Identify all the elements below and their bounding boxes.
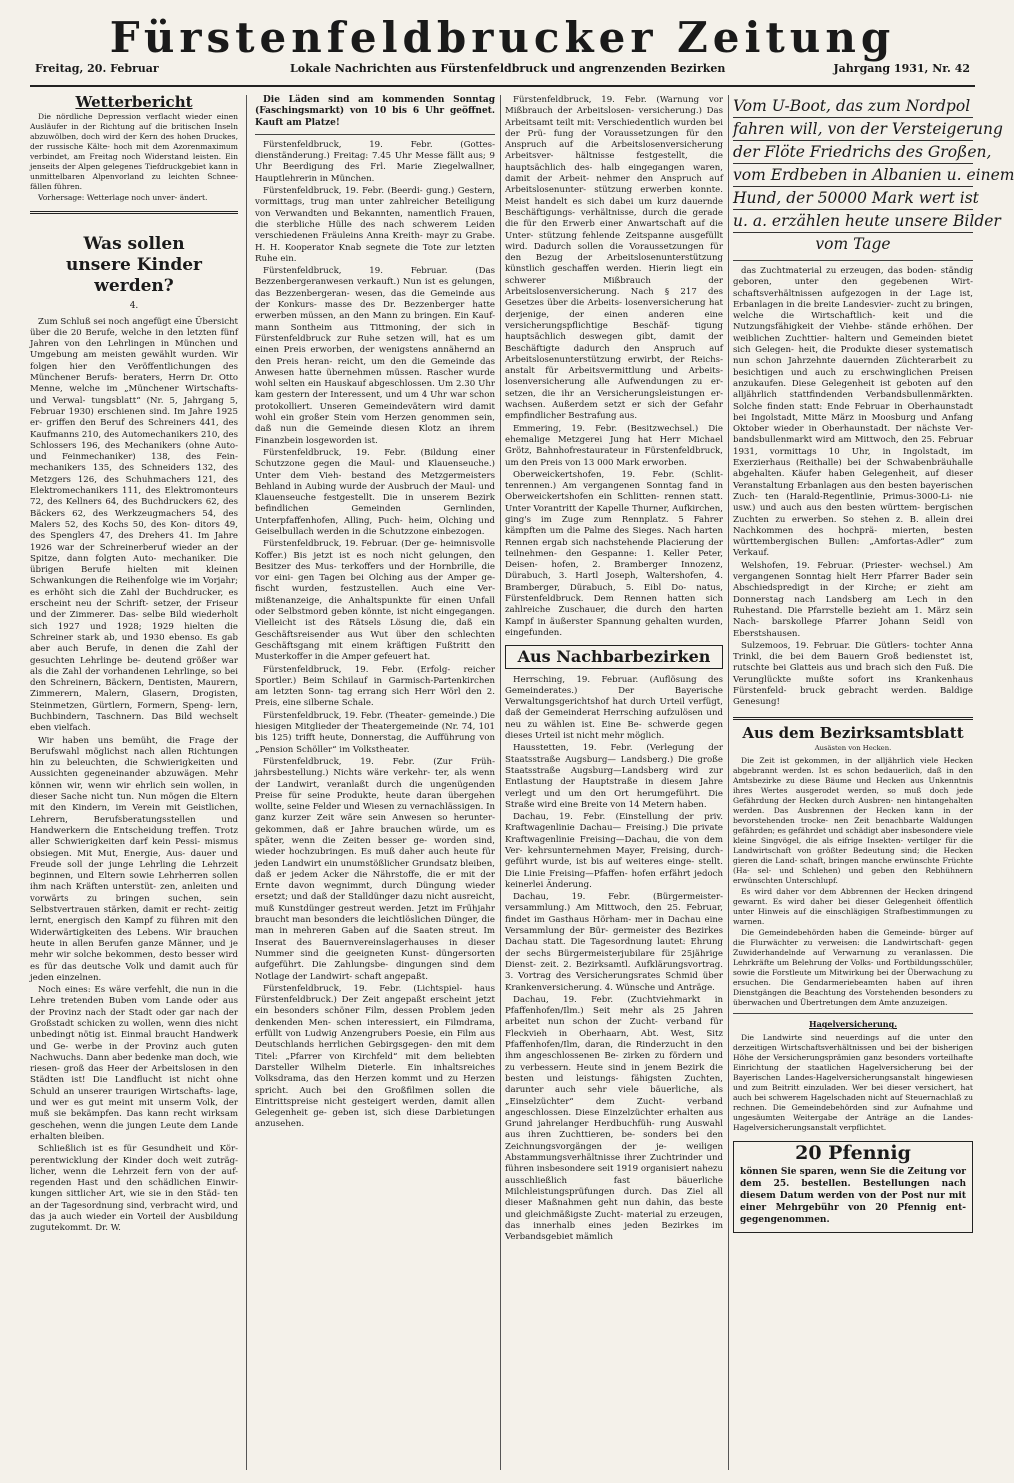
official-notice-paragraph: Die Zeit ist gekommen, in der alljährlich viele Hecken abgebrannt werden. Ist es schon bedauerlich, daß in den Amtsbezirke zu diese Bäume und Hecken aus Unkenntnis ihres Wertes ausgerodet werden, so muß doch jede Gefährdung der Hecken durch Ausbren- nen hintangehalten werden. Das Ausbrennen der Hecken kann in der bevorstehenden trocke- nen Zeit benachbarte Waldungen gefährden; es gefährdet und schädigt aber insbesondere viele kleine Singvögel, die als eifrige Insekten- vertilger für die Landwirtschaft von größter Bedeutung sind; die Hecken gieren die Land- schaft, bringen manche erwünschte Früchte (Ha- sel- und Schlehen) und geben den Rebhühnern erwünschten Unterschlupf. (733, 756, 973, 886)
teaser-line: u. a. erzählen heute unsere Bilder (733, 210, 973, 233)
local-news-item: Fürstenfeldbruck, 19. Februar. (Der ge- heimnisvolle Koffer.) Bis jetzt ist es noch nicht gelungen, den Besitzer des Mus- terkoffers und der Hornbrille, die vor eini- gen Tagen bei Olching aus der Amper ge- fischt wurden, festzustellen. Auch eine Ver- mißtenanzeige, die Anhaltspunkte für einen Unfall oder Selbstmord geben könnte, ist nicht eingegangen. Vielleicht ist des Rätsels Lösung die, daß ein Geschäftsreisender aus Wut über den schlechten Geschäftsgang mit einem kräftigen Fußtritt den Musterkoffer in die Amper gefeuert hat. (255, 539, 495, 663)
local-news-item: Fürstenfeldbruck, 19. Febr. (Gottes- dienständerung.) Freitag: 7.45 Uhr Messe fällt aus; 9 Uhr Beerdigung des Frl. Marie Ziegelwallner, Hauptlehrerin in München. (255, 139, 495, 184)
ad-text: können Sie sparen, wenn Sie die Zeitung vor dem 25. bestellen. Bestellungen nach diesem Datum werden von der Post nur mit einer Mehrgebühr von 20 Pfennig ent- gegengenommen. (740, 1166, 966, 1225)
local-news-item: Emmering, 19. Febr. (Besitzwechsel.) Die ehemalige Metzgerei Jung hat Herr Michael Grötz, Bahnhofrestaurateur in Fürstenfeldbruck, um den Preis von 13 000 Mark erworben. (505, 423, 723, 468)
teaser-line: vom Tage (815, 235, 891, 253)
regional-news-item: Dachau, 19. Febr. (Einstellung der priv. Kraftwagenlinie Dachau— Freising.) Die private Kraftwagenlinie Freising—Dachau, die von dem Ver- kehrsunternehmen Mayer, Freising, durch- geführt wurde, ist bis auf weiteres einge- stellt. Die Linie Freising—Pfaffen- hofen erfährt jedoch keinerlei Änderung. (505, 812, 723, 890)
local-news-item: Fürstenfeldbruck, 19. Febr. (Bildung einer Schutzzone gegen die Maul- und Klauenseuche.) Unter dem Vieh- bestand des Metzgermeisters Behland in Aubing wurde der Ausbruch der Maul- und Klauenseuche festgestellt. Die in unserem Bezirk befindlichen Gemeinden Gernlinden, Unterpfaffenhofen, Alling, Puch- heim, Olching und Geiselbullach werden in die Schutzzone einbezogen. (255, 447, 495, 537)
teaser-line: der Flöte Friedrichs des Großen, (733, 141, 973, 164)
article-headline-line-2: unsere Kinder werden? (65, 255, 203, 297)
section-heading-nachbarbezirke: Aus Nachbarbezirken (505, 645, 723, 668)
column-3 (505, 95, 723, 1470)
section-rule (733, 260, 973, 261)
section-rule (255, 134, 495, 135)
local-news-item: Fürstenfeldbruck, 19. Febr. (Erfolg- reicher Sportler.) Beim Schilauf in Garmisch-Partenkirchen am letzten Sonn- tag errang sich Herr Wörl den 2. Preis, eine silberne Schale. (255, 664, 495, 709)
masthead-title: Fürstenfeldbrucker Zeitung (109, 13, 896, 62)
weather-forecast: Vorhersage: Wetterlage noch unver- ändert. (38, 193, 208, 203)
local-news-item: Fürstenfeldbruck, 19. Febr. (Theater- gemeinde.) Die hiesigen Mitglieder der Theatergemeinde (Nr. 74, 101 bis 125) trifft heute, Donnerstag, die Aufführung von „Pension Schöller“ im Volkstheater. (255, 710, 495, 755)
article-part-number: 4. (129, 301, 139, 312)
column-1 (30, 95, 238, 1470)
article-paragraph: Schließlich ist es für Gesundheit und Kör- perentwicklung der Kinder doch weit zuträg- licher, wenn die Lehrzeit fern von der auf- regenden Hast und den schädlichen Einwir- kungen sittlicher Art, wie sie in den Städ- ten an der Tagesordnung sind, verbracht wird, und das ja auch wieder ein Vorteil der Ausbildung zugutekommt. Dr. W. (30, 1144, 238, 1234)
shop-notice: Die Läden sind am kommenden Sonntag (Faschingsmarkt) von 10 bis 6 Uhr geöffnet. Kauft am Platze! (255, 95, 495, 128)
subscription-ad (733, 1141, 973, 1232)
column-2 (255, 95, 495, 1470)
section-rule (733, 717, 973, 720)
local-news-item: Fürstenfeldbruck, 19. Februar. (Das Bezzenbergeranwesen verkauft.) Nun ist es gelungen, das Bezzenbergeran- wesen, das die Gemeinde aus der Konkurs- masse des Dr. Bezzenberger hatte erwerben müssen, an den Mann zu bringen. Ein Kauf- mann Sontheim aus Tittmoning, der sich in Fürstenfeldbruck zur Ruhe setzen will, hat es um einen Preis erworben, der wenigstens annähernd an den Preis heran- reicht, um den die Gemeinde das Anwesen hatte übernehmen müssen. Rascher wurde wohl selten ein Hauskauf abgeschlossen. Um 2.30 Uhr kam gestern der Interessent, und um 4 Uhr war schon protokolliert. Unseren Gemeindevätern wird damit wohl ein großer Stein vom Herzen genommen sein, daß nun die Gemeinde diesen Klotz an ihrem Finanzbein losgeworden ist. (255, 266, 495, 446)
column-4 (733, 95, 1014, 1470)
header-rule (30, 85, 975, 87)
article-paragraph: Wir haben uns bemüht, die Frage der Berufswahl möglichst nach allen Richtungen hin zu beleuchten, die Schwierigkeiten und Aussichten gegeneinander abzuwägen. Mehr können wir, wenn wir ehrlich sein wollen, in dieser Sache nicht tun. Nun mögen die Eltern mit den Kindern, im Verein mit Geistlichen, Lehrern, Berufsberatungsstellen und Handwerkern die Entscheidung treffen. Trotz aller Schwierigkeiten darf kein Pessi- mismus obsiegen. Mit Mut, Energie, Aus- dauer und Freude soll der junge Lehrling die Lehrzeit beginnen, und Eltern sowie Lehrherren sollen ihm nach Kräften unterstüt- zen, anleiten und vorwärts zu bringen suchen, sein Selbstvertrauen stärken, damit er recht- zeitig lernt, energisch den Kampf zu führen mit den Widerwärtigkeiten des Lebens. Wir brauchen heute in allen Berufen ganze Männer, und je mehr wir solche bekommen, desto besser wird es für das deutsche Volk und damit auch für jeden einzelnen. (30, 735, 238, 983)
header-subline (35, 60, 970, 80)
official-notice-paragraph: Die Landwirte sind neuerdings auf die unter den derzeitigen Wirtschaftsverhältnissen und bei der bisherigen Höhe der Versicherungsprämien ganz besonders vorteilhafte Einrichtung der staatlichen Hagelversicherung bei der Bayerischen Landes-Hagelversicherungsanstalt hingewiesen und zum Beitritt einzuladen. Wer bei dieser versichert, hat auch bei schwerem Hagelschaden nicht auf Steuernachlaß zu rechnen. Die Gemeindebehörden sind zur Aufnahme und ungesäumten Weitergabe der Anträge an die Landes-Hagelversicherungsanstalt verpflichtet. (733, 1033, 973, 1133)
tagline: Lokale Nachrichten aus Fürstenfeldbruck und angrenzenden Bezirken (290, 62, 726, 75)
weather-report: Die nördliche Depression verflacht wieder einen Ausläufer in der Richtung auf die britischen Inseln abzuwölben, doch wird der Kern des hohen Druckes, der russische Kälte- hoch mit dem Azorenmaximum verbindet, am Freitag noch Widerstand leisten. Ein jenseits der Alpen gelegenes Tiefdruckgebiet kann in unmittelbaren Alpenvorland zu leichten Schnee- fällen führen. (30, 112, 238, 192)
ad-headline: 20 Pfennig (795, 1142, 911, 1165)
section-heading-bezirksamtsblatt: Aus dem Bezirksamtsblatt (742, 723, 964, 742)
local-news-item: Fürstenfeldbruck, 19. Febr. (Zur Früh- jahrsbestellung.) Nichts wäre verkehr- ter, als wenn der Landwirt, veranlaßt durch die ungenügenden Preise für seine Produkte, heute daran übergehen wollte, seine Felder und Wiesen zu vernachlässigen. In ganz kurzer Zeit wäre sein Anwesen so herunter- gekommen, daß er Jahre brauchen würde, um es später, wenn die Zeiten besser ge- worden sind, wieder hochzubringen. Es muß daher auch heute für jeden Landwirt ein unumstößlicher Grundsatz bleiben, daß er jedem Acker die Nährstoffe, die er mit der Ernte davon wegnimmt, durch Düngung wieder ersetzt; und daß der Stalldünger dazu nicht ausreicht, muß Kunstdünger gestreut werden. Jetzt im Frühjahr braucht man besonders die leichtlöslichen Dünger, die man in mehreren Gaben auf die Saaten streut. Im Inserat des Bauernvereinslagerhauses in dieser Nummer sind die geeigneten Kunst- düngersorten aufgeführt. Die Zahlungsbe- dingungen sind dem Notlage der Landwirt- schaft angepaßt. (255, 756, 495, 982)
section-rule (733, 1013, 973, 1014)
article-headline (30, 234, 238, 297)
local-news-item: Fürstenfeldbruck, 19. Febr. (Warnung vor Mißbrauch der Arbeitslosen- versicherung.) Das Arbeitsamt teilt mit: Verschiedentlich wurden bei der Prü- fung der Voraussetzungen für den Anspruch auf die Arbeitslosenversicherung Arbeitsver- hältnisse festgestellt, die hauptsächlich des- halb eingegangen waren, damit der Arbeit- nehmer den Anspruch auf Arbeitslosenunter- stützung erwerben konnte. Meist handelt es sich dabei um kurz dauernde Beschäftigungs- verhältnisse, durch die gerade die für den Erwerb einer Anwartschaft auf die Unter- stützung fehlende Zeitspanne ausgefüllt wird. Dadurch sollen die Voraussetzungen für den Bezug der Arbeitslosenunterstützung künstlich geschaffen werden. Hierin liegt ein schwerer Mißbrauch der Arbeitslosenversicherung. Nach § 217 des Gesetzes über die Arbeits- losenversicherung hat derjenige, der einen anderen eine versicherungspflichtige Beschäf- tigung hauptsächlich deswegen gibt, damit der Beschäftigte dadurch den Anspruch auf Arbeitslosenunterstützung erwirbt, der Reichs- anstalt für Arbeitsvermittlung und Arbeits- losenversicherung alle Aufwendungen zu er- setzen, die ihr an Versicherungsleistungen er- wachsen. Außerdem setzt er sich der Gefahr empfindlicher Bestrafung aus. (505, 95, 723, 422)
regional-news-item: das Zuchtmaterial zu erzeugen, das boden- ständig geboren, unter den gegebenen Wirt- schaftsverhältnissen aufgezogen in der Lage ist, Erbanlagen in die breite Landesvier- zucht zu bringen, welche die Wirtschaftlich- keit und die Nutzungsfähigkeit der Viehbe- stände erhöhen. Der weiblichen Zuchttier- haltern und Gemeinden bietet sich Gelegen- heit, die Produkte dieser systematisch nun schon Jahrzehnte dauernden Züchterarbeit zu besichtigen und auch zu erschwinglichen Preisen anzukaufen. Diese Gelegenheit ist geboten auf den alljährlich stattfindenden Verbandsbullenmärkten. Solche finden statt: Ende Februar in Oberhaunstadt bei Ingolstadt, Mitte März in Moosburg und Anfang Oktober wieder in Oberhaunstadt. Der nächste Ver- bandsbullenmarkt wird am Mittwoch, den 25. Februar 1931, vormittags 10 Uhr, in Ingolstadt, im Exerzierhaus (Reithalle) bei der Schwabenbräuhalle abgehalten. Käufer haben Gelegenheit, auf dieser Veranstaltung Erbanlagen aus den besten bayerischen Zuch- ten (Harald-Regentlinie, Primus-3000-Li- nie usw.) und auch aus den besten württem- bergischen Zuchten zu erwerben. So stehen z. B. allein drei Nachkommen des hochprä- mierten, besten württembergischen Bullen: „Amfortas-Adler“ zum Verkauf. (733, 266, 973, 559)
regional-news-item: Dachau, 19. Febr. (Bürgermeister- versammlung.) Am Mittwoch, den 25. Februar, findet im Gasthaus Hörham- mer in Dachau eine Versammlung der Bür- germeister des Bezirkes Dachau statt. Die Tagesordnung lautet: Ehrung der sechs Bürgermeisterjubilare für 25jährige Dienst- zeit. 2. Bezirksamtl. Aufklärungsvortrag. 3. Vortrag des Versicherungsrates Schmid über Krankenversicherung. 4. Wünsche und Anträge. (505, 892, 723, 993)
teaser-line: Vom U-Boot, das zum Nordpol (733, 95, 973, 118)
article-paragraph: Noch eines: Es wäre verfehlt, die nun in die Lehre tretenden Buben vom Lande oder aus der Provinz nach der Stadt oder gar nach der Großstadt schicken zu wollen, wenn dies nicht unbedingt nötig ist. Einmal braucht Handwerk und Ge- werbe in der Provinz auch guten Nachwuchs. Dann aber bedenke man doch, wie riesen- groß das Heer der Arbeitslosen in den Städten ist! Die Landflucht ist nicht ohne Schuld an unserer traurigen Wirtschafts- lage, und wer es gut meint mit unserm Volk, der muß sie bekämpfen. Das kann recht wirksam geschehen, wenn die jungen Leute dem Lande erhalten bleiben. (30, 985, 238, 1142)
article-headline-line-1: Was sollen (83, 234, 185, 255)
local-news-item: Oberweickertshofen, 19. Febr. (Schlit- tenrennen.) Am vergangenen Sonntag fand in Oberweickertshofen ein Schlitten- rennen statt. Unter Vorantritt der Kapelle Thurner, Aufkirchen, ging's im Zuge zum Rennplatz. 5 Fahrer kämpften um die Palme des Sieges. Nach harten Rennen ergab sich nachstehende Placierung der teilnehmen- den Gespanne: 1. Keller Peter, Deisen- hofen, 2. Bramberger Innozenz, Dürabuch, 3. Hartl Joseph, Waltershofen, 4. Bramberger, Dürabuch, 5. Eibl Do- natus, Fürstenfeldbruck. Dem Rennen hatten sich zahlreiche Zuschauer, die durch den harten Kampf in äußerster Spannung gehalten wurden, eingefunden. (505, 469, 723, 638)
picture-supplement-teaser (733, 95, 1014, 255)
regional-news-item: Sulzemoos, 19. Februar. Die Gütlers- tochter Anna Trinkl, die bei dem Bauern Groß bedienstet ist, rutschte bei Glatteis aus und brach sich den Fuß. Die Verunglückte mußte sofort ins Krankenhaus Fürstenfeld- bruck gebracht werden. Baldige Genesung! (733, 640, 973, 708)
teaser-line: fahren will, von der Versteigerung (733, 118, 973, 141)
column-divider (246, 95, 247, 1470)
regional-news-item: Hausstetten, 19. Febr. (Verlegung der Staatsstraße Augsburg— Landsberg.) Die große Staatsstraße Augsburg—Landsberg wird zur Entlastung der Hauptstraße in diesem Jahre verlegt und um den Ort herumgeführt. Die Straße wird eine Breite von 14 Metern haben. (505, 743, 723, 810)
section-rule (30, 211, 238, 214)
official-notice-paragraph: Die Gemeindebehörden haben die Gemeinde- bürger auf die Flurwächter zu verweisen: die Landwirtschaft- gegen Zuwiderhandelnde auf Verwarnung zu veranlassen. Die Lehrkräfte um Belehrung der Volks- und Fortbildungsschüler, sowie die Forstleute um Mitwirkung bei der Überwachung zu ersuchen. Die Gendarmeriebeamten haben auf ihren Dienstgängen die Beachtung des Vorstehenden besonders zu überwachen und Übertretungen dem Amte anzuzeigen. (733, 928, 973, 1008)
teaser-line: Hund, der 50000 Mark wert ist (733, 187, 973, 210)
regional-news-item: Welshofen, 19. Februar. (Priester- wechsel.) Am vergangenen Sonntag hielt Herr Pfarrer Bader sein Abschiedspredigt in der Kirche; er zieht am Donnerstag nach Landsberg am Lech in den Ruhestand. Die Pfarrstelle bezieht am 1. März sein Nach- barskollege Pfarrer Johann Seidl von Eberstshausen. (733, 560, 973, 639)
regional-news-item: Dachau, 19. Febr. (Zuchtviehmarkt in Pfaffenhofen/Ilm.) Seit mehr als 25 Jahren arbeitet nun schon der Zucht- verband für Fleckvieh in Oberhaarn, Abt. West, Sitz Pfaffenhofen/Ilm, daran, die Rinderzucht in den ihm angeschlossenen Be- zirken zu fördern und zu verbessern. Heute sind in jenem Bezirk die besten und leistungs- fähigsten Zuchten, darunter auch sehr viele bäuerliche, als „Einselzüchter“ dem Zucht- verband angeschlossen. Diese Einzelzüchter erhalten aus Grund jahrelanger Herdbuchfüh- rung Auswahl aus ihren Zuchttieren, be- sonders bei den Zeichnungsvorgängen der je- weiligen Abstammungsverhältnisse ihrer Zuchtrinder und führen insbesondere seit 1919 organisiert nahezu ausschließlich fast bäuerliche Milchleistungsprüfungen durch. Das Ziel all dieser Maßnahmen geht nun dahin, das beste und gleichmäßigste Zucht- material zu erzeugen, das innerhalb eines jeden Bezirkes im Verbandsgebiet mämlich (505, 994, 723, 1243)
official-notice-paragraph: Es wird daher vor dem Abbrennen der Hecken dringend gewarnt. Es wird daher bei dieser Gelegenheit öffentlich unter Hinweis auf die einschlägigen Strafbestimmungen zu warnen. (733, 887, 973, 927)
notice-subheading: Ausästen von Hecken. (814, 743, 892, 752)
article-paragraph: Zum Schluß sei noch angefügt eine Übersicht über die 20 Berufe, welche in den letzten fünf Jahren von den Lehrlingen in München und Umgebung am meisten gewählt wurden. Wir folgen hier den Veröffentlichungen des Münchener Berufs- beraters, Herrn Dr. Otto Menne, welche im „Münchener Wirtschafts- und Verwal- tungsblatt“ (Nr. 5, Jahrgang 5, Februar 1930) erschienen sind. Im Jahre 1925 er- griffen den Beruf des Schreiners 441, des Kaufmanns 210, des Automechanikers 210, des Schlossers 196, des Mechanikers (ohne Auto- und Feinmechaniker) 138, des Fein- mechanikers 135, des Schneiders 132, des Metzgers 126, des Schuhmachers 121, des Elektromechanikers 111, des Elektromonteurs 72, des Kellners 64, des Buchdruckers 62, des Bäckers 62, des Werkzeugmachers 54, des Malers 52, des Kochs 50, des Kon- ditors 49, des Spenglers 47, des Drehers 41. Im Jahre 1926 war der Schreinerberuf wieder an der Spitze, dann folgten Auto- mechaniker. Die übrigen Berufe hielten mit kleinen Schwankungen die Reihenfolge wie im Vorjahr; es erhöht sich die Zahl der Buchdrucker, es erscheint neu der Schrift- setzer, der Friseur und der Zimmerer. Das- selbe Bild wiederholt sich 1927 und 1928; 1929 hielten die Schreiner stark ab, und 1930 ebenso. Es gab aber auch Berufe, in denen die Zahl der gesuchten Lehrlinge be- deutend größer war als die Zahl der vorhandenen Lehrlinge, so bei den Schreinern, Bäckern, Dentisten, Maurern, Zimmerern, Malern, Glasern, Drogisten, Steinmetzen, Gürtlern, Formern, Speng- lern, Buchbindern, Taschnern. Das Bild wechselt eben vielfach. (30, 316, 238, 734)
regional-news-item: Herrsching, 19. Februar. (Auflösung des Gemeinderates.) Der Bayerische Verwaltungsgerichtshof hat durch Urteil verfügt, daß der Gemeinderat Herrsching aufzulösen und neu zu wählen ist. Eine Be- schwerde gegen dieses Urteil ist nicht mehr möglich. (505, 674, 723, 742)
issue-date: Freitag, 20. Februar (35, 62, 159, 75)
issue-number: Jahrgang 1931, Nr. 42 (833, 62, 970, 75)
local-news-item: Fürstenfeldbruck, 19. Febr. (Beerdi- gung.) Gestern, vormittags, trug man unter zahlreicher Beteiligung von Verwandten und Bekannten, namentlich Frauen, die sterbliche Hülle des nach schwerem Leiden verschiedenen Fräuleins Anna Kreith- mayr zu Grabe. H. H. Kooperator Knab segnete die Tote zur letzten Ruhe ein. (255, 186, 495, 264)
column-divider (500, 95, 501, 1470)
notice-subheading: Hagelversicherung. (809, 1019, 897, 1030)
weather-heading: Wetterbericht (75, 93, 193, 111)
teaser-line: vom Erdbeben in Albanien u. einem (733, 164, 973, 187)
column-divider (728, 95, 729, 1470)
local-news-item: Fürstenfeldbruck, 19. Febr. (Lichtspiel- haus Fürstenfeldbruck.) Der Zeit angepaßt erscheint jetzt ein besonders schöner Film, dessen Problem jeden denkenden Men- schen interessiert, ein Filmdrama, erfüllt von Ludwig Anzengrubers Poesie, ein Film aus Deutschlands herrlichen Gebirgsgegen- den mit dem Titel: „Pfarrer von Kirchfeld“ mit dem beliebten Darsteller Wilhelm Dieterle. Ein inhaltsreiches Volksdrama, das den Herzen kommt und zu Herzen spricht. Auch bei den Großfilmen sollen die Eintrittspreise nicht gesteigert werden, damit allen Gelegenheit ge- geben ist, sich diese Darbietungen anzusehen. (255, 983, 495, 1130)
